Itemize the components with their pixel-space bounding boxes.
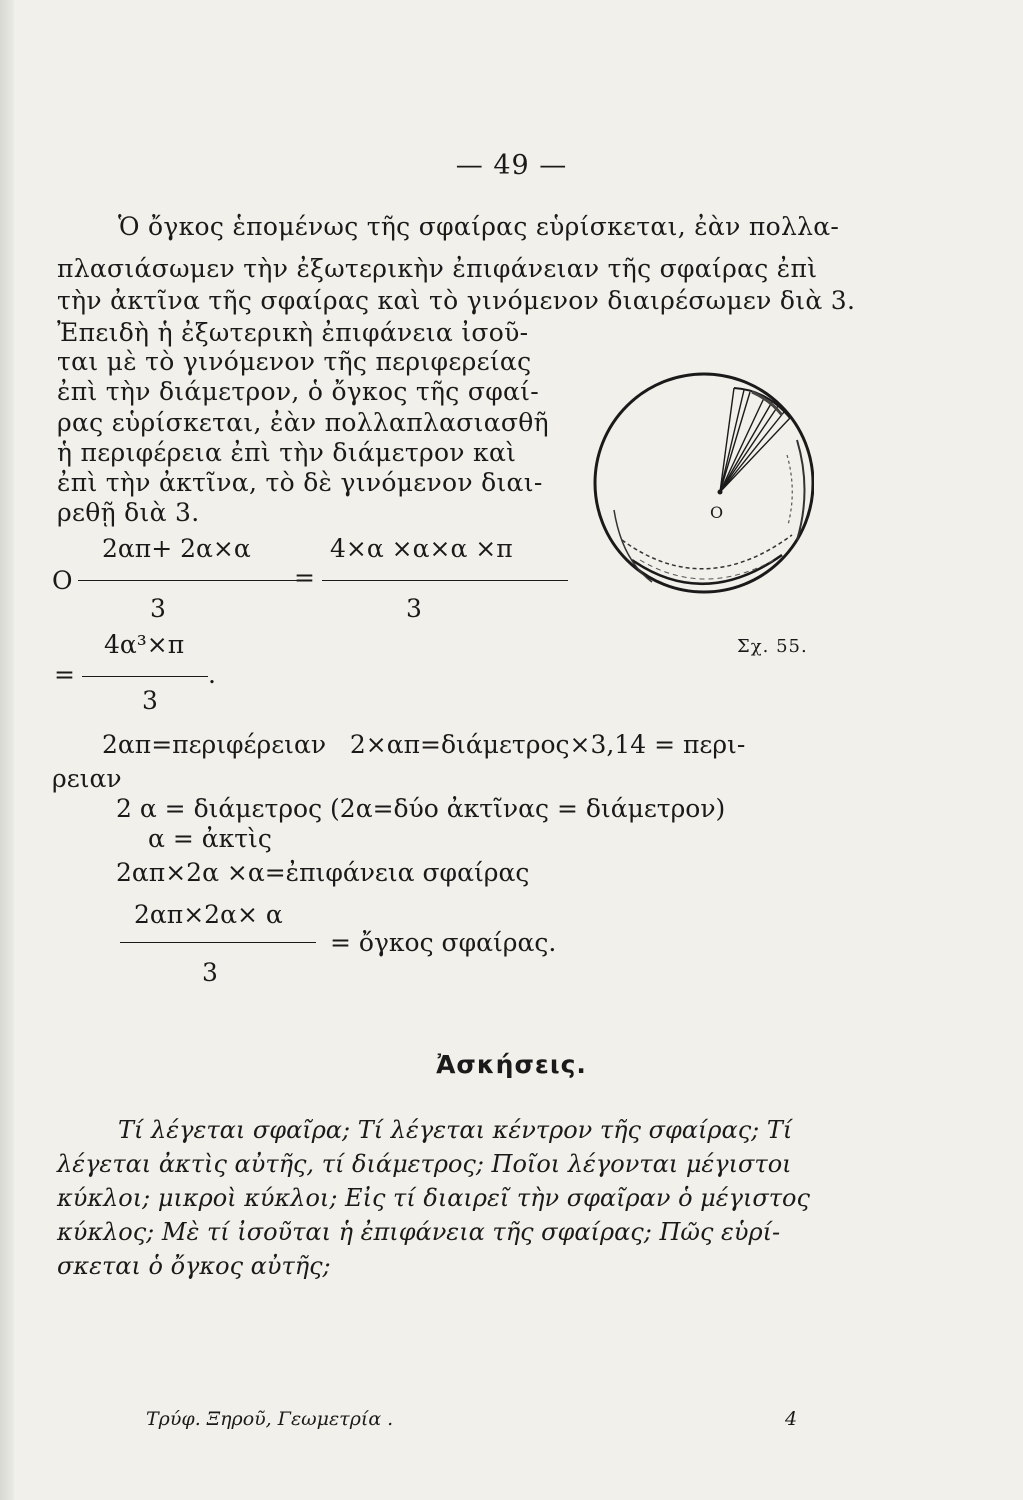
fraction-bar-2 xyxy=(322,580,568,581)
paragraph-line-9: ἐπὶ τὴν ἀκτῖνα, τὸ δὲ γινόμενον διαι- xyxy=(57,468,543,497)
formula-numerator-3: 4α³×π xyxy=(104,630,185,659)
formula-period: . xyxy=(208,660,216,689)
paragraph-line-10: ρεθῇ διὰ 3. xyxy=(57,498,200,527)
definition-row-5-denominator: 3 xyxy=(202,958,218,987)
definition-row-3: α = ἀκτὶς xyxy=(148,824,272,853)
paragraph-line-8: ἡ περιφέρεια ἐπὶ τὴν διάμετρον καὶ xyxy=(57,438,517,467)
formula-equals-2: = xyxy=(54,660,75,689)
definition-row-5-result: = ὄγκος σφαίρας. xyxy=(330,928,557,957)
page-binding-edge xyxy=(0,0,14,1500)
exercise-line-2: λέγεται ἀκτὶς αὐτῆς, τί διάμετρος; Ποῖοι λέγονται μέγιστοι xyxy=(57,1150,792,1178)
fraction-bar-4 xyxy=(120,942,316,943)
formula-denominator-1: 3 xyxy=(150,594,166,623)
fraction-bar-3 xyxy=(82,676,208,677)
formula-denominator-2: 3 xyxy=(406,594,422,623)
figure-caption: Σχ. 55. xyxy=(737,636,808,657)
footer-signature-number: 4 xyxy=(785,1408,798,1430)
formula-numerator-1: 2απ+ 2α×α xyxy=(102,534,251,563)
formula-denominator-3: 3 xyxy=(142,686,158,715)
formula-volume-symbol: Ο xyxy=(52,566,73,595)
definition-row-5-numerator: 2απ×2α× α xyxy=(134,900,283,929)
footer-author-title: Τρύφ. Ξηροῦ, Γεωμετρία . xyxy=(146,1408,394,1430)
paragraph-line-3: τὴν ἀκτῖνα τῆς σφαίρας καὶ τὸ γινόμενον διαιρέσωμεν διὰ 3. xyxy=(57,286,856,315)
exercise-line-5: σκεται ὁ ὄγκος αὐτῆς; xyxy=(57,1252,331,1280)
exercise-line-4: κύκλος; Μὲ τί ἰσοῦται ἡ ἐπιφάνεια τῆς σφαίρας; Πῶς εὑρί- xyxy=(57,1218,781,1246)
paragraph-line-1: Ὁ ὄγκος ἑπομένως τῆς σφαίρας εὑρίσκεται, ἐὰν πολλα- xyxy=(118,212,840,241)
paragraph-line-2: πλασιάσωμεν τὴν ἐξωτερικὴν ἐπιφάνειαν τῆς σφαίρας ἐπὶ xyxy=(57,254,818,283)
sphere-center-label: Ο xyxy=(710,503,724,522)
definition-row-4: 2απ×2α ×α=ἐπιφάνεια σφαίρας xyxy=(116,858,530,887)
exercises-heading: Ἀσκήσεις. xyxy=(436,1050,587,1079)
exercise-line-3: κύκλοι; μικροὶ κύκλοι; Εἰς τί διαιρεῖ τὴν σφαῖραν ὁ μέγιστος xyxy=(57,1184,810,1212)
paragraph-line-4: Ἐπειδὴ ἡ ἐξωτερικὴ ἐπιφάνεια ἰσοῦ- xyxy=(57,318,529,347)
paragraph-line-6: ἐπὶ τὴν διάμετρον, ὁ ὄγκος τῆς σφαί- xyxy=(57,377,540,406)
definition-row-1: 2απ=περιφέρειαν 2×απ=διάμετρος×3,14 = περι- xyxy=(102,730,746,759)
definition-row-1-continuation: ρειαν xyxy=(52,764,122,793)
sphere-figure xyxy=(592,360,814,610)
page-number: — 49 — xyxy=(455,150,568,181)
paragraph-line-5: ται μὲ τὸ γινόμενον τῆς περιφερείας xyxy=(57,347,532,376)
exercise-line-1: Τί λέγεται σφαῖρα; Τί λέγεται κέντρον τῆς σφαίρας; Τί xyxy=(118,1116,793,1144)
definition-row-2: 2 α = διάμετρος (2α=δύο ἀκτῖνας = διάμετρον) xyxy=(116,794,726,823)
formula-numerator-2: 4×α ×α×α ×π xyxy=(330,534,513,563)
paragraph-line-7: ρας εὑρίσκεται, ἐὰν πολλαπλασιασθῆ xyxy=(57,408,549,437)
fraction-bar-1 xyxy=(78,580,306,581)
formula-equals-1: = xyxy=(294,563,315,592)
